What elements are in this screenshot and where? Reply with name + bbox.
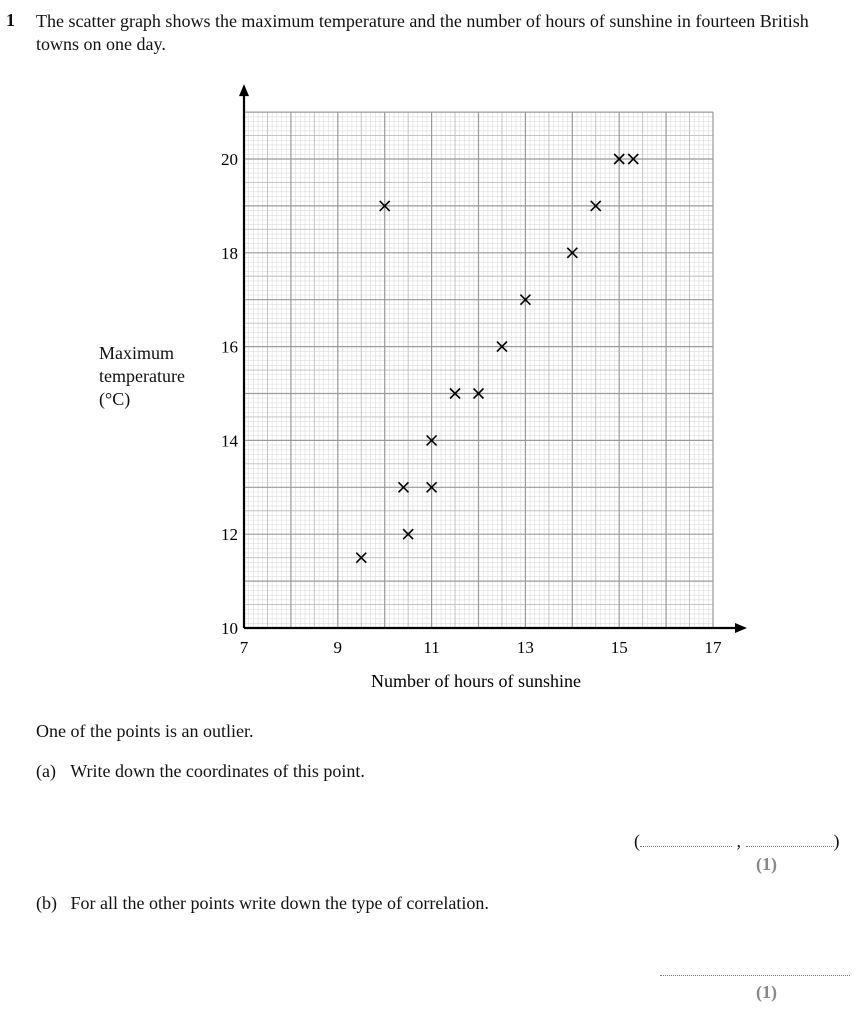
part-a-question bbox=[36, 761, 365, 782]
x-axis-label: Number of hours of sunshine bbox=[371, 671, 581, 691]
part-b-question bbox=[36, 893, 489, 914]
x-tick-label: 13 bbox=[516, 638, 534, 657]
y-tick-label: 10 bbox=[221, 619, 238, 638]
question-text: The scatter graph shows the maximum temperature and the number of hours of sunshine in fourteen British towns on one day. bbox=[36, 11, 809, 54]
y-tick-label: 14 bbox=[221, 431, 238, 451]
comma: , bbox=[736, 831, 741, 851]
y-axis-label-line-3: (°C) bbox=[99, 389, 131, 409]
y-axis-label-line-2: temperature bbox=[99, 366, 185, 386]
x-tick-label: 17 bbox=[704, 638, 722, 657]
x-axis-arrow-icon bbox=[735, 623, 747, 633]
close-paren: ) bbox=[833, 831, 840, 851]
part-a-label: (a) bbox=[36, 761, 56, 781]
part-b-answer-field[interactable] bbox=[660, 975, 850, 976]
open-paren: ( bbox=[634, 831, 640, 851]
outlier-statement: One of the points is an outlier. bbox=[36, 721, 254, 741]
answer-x-field[interactable] bbox=[640, 832, 732, 847]
part-b-text: For all the other points write down the type of correlation. bbox=[70, 893, 489, 913]
part-a-answer bbox=[634, 831, 840, 852]
x-tick-label: 11 bbox=[423, 638, 440, 657]
y-tick-label: 20 bbox=[221, 150, 238, 169]
x-tick-label: 9 bbox=[333, 638, 343, 657]
answer-y-field[interactable] bbox=[746, 832, 834, 847]
marks-b: (1) bbox=[756, 982, 777, 1002]
part-b-label: (b) bbox=[36, 893, 57, 913]
y-axis-label-line-1: Maximum bbox=[99, 343, 174, 363]
y-axis-arrow-icon bbox=[239, 84, 249, 96]
y-tick-label: 18 bbox=[221, 243, 238, 263]
x-tick-label: 7 bbox=[239, 638, 249, 657]
x-tick-label: 15 bbox=[610, 638, 628, 657]
question-number: 1 bbox=[6, 10, 15, 30]
y-tick-label: 16 bbox=[221, 337, 238, 357]
y-tick-label: 12 bbox=[221, 525, 238, 545]
marks-a: (1) bbox=[756, 854, 777, 874]
part-a-text: Write down the coordinates of this point. bbox=[70, 761, 365, 781]
